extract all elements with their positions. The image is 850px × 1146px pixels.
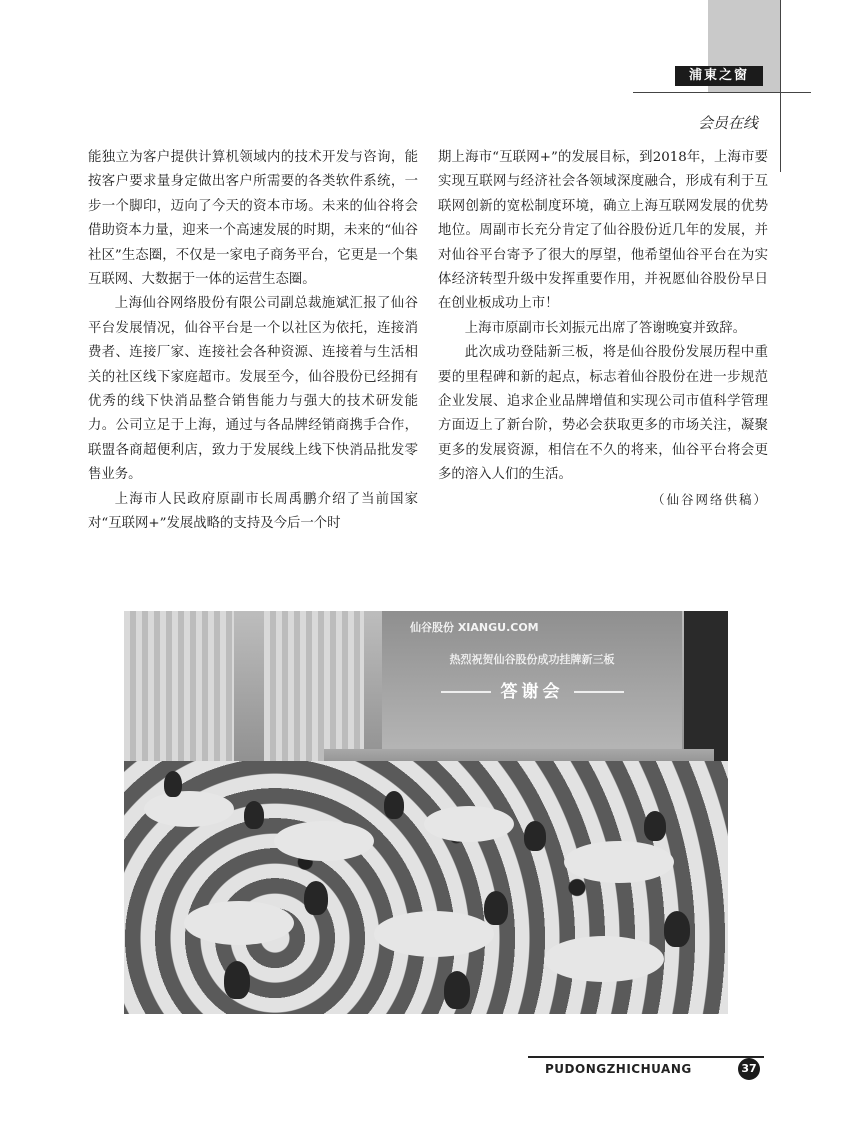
paragraph: 上海市原副市长刘振元出席了答谢晚宴并致辞。 xyxy=(464,320,746,336)
banquet-table xyxy=(564,841,674,883)
guest xyxy=(224,961,250,999)
banquet-table xyxy=(274,821,374,861)
article-column-right xyxy=(438,146,768,512)
guest xyxy=(444,971,470,1009)
screen-banner: 热烈祝贺仙谷股份成功挂牌新三板 xyxy=(449,653,615,666)
article-column-left xyxy=(88,146,418,537)
footer-rule xyxy=(528,1056,764,1058)
article-byline: （仙谷网络供稿） xyxy=(651,491,768,507)
paragraph: 此次成功登陆新三板，将是仙谷股份发展历程中重要的里程碑和新的起点，标志着仙谷股份在进一步规范企业发展、追求企业品牌增值和实现公司市值科学管理方面迈上了新台阶，势必会获取更多的市场关注，凝聚更多的发展资源，相信在不久的将来，仙谷平台将会更多的溶入人们的生活。 xyxy=(438,345,768,483)
curtain-mid xyxy=(264,611,364,771)
screen-title: 答谢会 xyxy=(382,677,682,702)
banquet-table xyxy=(184,901,294,945)
paragraph: 能独立为客户提供计算机领域内的技术开发与咨询，能按客户要求量身定做出客户所需要的各类软件系统，一步一个脚印，迈向了今天的资本市场。未来的仙谷将会借助资本力量，迎来一个高速发展的时期，未来的“仙谷社区”生态圈，不仅是一家电子商务平台，它更是一个集互联网、大数据于一体的运营生态圈。 xyxy=(88,150,418,288)
guest xyxy=(524,821,546,851)
banquet-table xyxy=(544,936,664,982)
banquet-table xyxy=(424,806,514,842)
paragraph: 上海仙谷网络股份有限公司副总裁施斌汇报了仙谷平台发展情况，仙谷平台是一个以社区为依托，连接消费者、连接厂家、连接社会各种资源、连接着与生活相关的社区线下家庭超市。发展至今，仙谷股份已经拥有优秀的线下快消品整合销售能力与强大的技术研发能力。公司立足于上海，通过与各品牌经销商携手合作，联盟各商超便利店，致力于发展线上线下快消品批发零售业务。 xyxy=(88,296,418,483)
guest xyxy=(244,801,264,829)
curtain-right xyxy=(684,611,728,771)
section-label: 会员在线 xyxy=(697,114,758,132)
screen-logo: 仙谷股份 XIANGU.COM xyxy=(410,621,539,634)
vertical-rule xyxy=(780,0,781,172)
banquet-table xyxy=(144,791,234,827)
guest xyxy=(384,791,404,819)
page-number: 37 xyxy=(738,1058,760,1080)
event-photo xyxy=(124,611,728,1014)
guest xyxy=(164,771,182,797)
footer-magazine-name: PUDONGZHICHUANG xyxy=(545,1062,692,1076)
masthead-title: 浦東之窗 xyxy=(675,66,763,86)
header-rule xyxy=(633,92,811,93)
stage-screen xyxy=(382,611,682,751)
guest xyxy=(484,891,508,925)
guest xyxy=(664,911,690,947)
banquet-table xyxy=(374,911,494,957)
guest xyxy=(304,881,328,915)
paragraph: 期上海市“互联网+”的发展目标，到2018年，上海市要实现互联网与经济社会各领域深度融合，形成有利于互联网创新的宽松制度环境，确立上海互联网发展的优势地位。周副市长充分肯定了仙谷股份近几年的发展，并对仙谷平台寄予了很大的厚望，他希望仙谷平台在为实体经济转型升级中发挥重要作用，并祝愿仙谷股份早日在创业板成功上市！ xyxy=(438,150,768,312)
guest xyxy=(644,811,666,841)
banquet-crowd xyxy=(124,761,728,1014)
paragraph: 上海市人民政府原副市长周禹鹏介绍了当前国家对“互联网+”发展战略的支持及今后一个时 xyxy=(88,491,418,532)
